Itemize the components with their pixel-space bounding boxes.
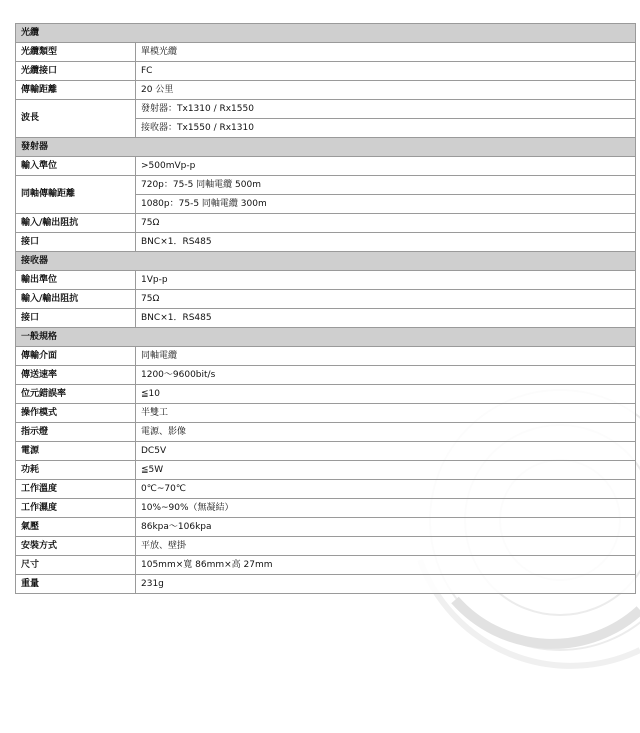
spec-row <box>16 461 636 480</box>
spec-label: 指示燈 <box>16 423 136 442</box>
spec-value: 10%~90%（無凝結） <box>136 499 636 518</box>
spec-value: 75Ω <box>136 290 636 309</box>
spec-label: 傳送速率 <box>16 366 136 385</box>
spec-row <box>16 290 636 309</box>
spec-row <box>16 537 636 556</box>
spec-row <box>16 404 636 423</box>
spec-row <box>16 271 636 290</box>
spec-row <box>16 556 636 575</box>
spec-label: 安裝方式 <box>16 537 136 556</box>
spec-row <box>16 100 636 119</box>
spec-row <box>16 423 636 442</box>
spec-value: 86kpa～106kpa <box>136 518 636 537</box>
spec-value: 單模光纜 <box>136 43 636 62</box>
spec-row <box>16 366 636 385</box>
spec-label: 輸入準位 <box>16 157 136 176</box>
spec-label: 光纜類型 <box>16 43 136 62</box>
spec-value: 電源、影像 <box>136 423 636 442</box>
spec-row <box>16 43 636 62</box>
spec-value: 1080p：75-5 同軸電纜 300m <box>136 195 636 214</box>
spec-label: 同軸傳輸距離 <box>16 176 136 214</box>
spec-row <box>16 62 636 81</box>
spec-value: 平放、壁掛 <box>136 537 636 556</box>
spec-label: 工作濕度 <box>16 499 136 518</box>
spec-row <box>16 499 636 518</box>
spec-label: 輸出準位 <box>16 271 136 290</box>
spec-label: 電源 <box>16 442 136 461</box>
spec-value: BNC×1．RS485 <box>136 309 636 328</box>
spec-row <box>16 347 636 366</box>
spec-value: >500mVp-p <box>136 157 636 176</box>
spec-value: DC5V <box>136 442 636 461</box>
spec-label: 工作溫度 <box>16 480 136 499</box>
spec-value: FC <box>136 62 636 81</box>
spec-row <box>16 176 636 195</box>
spec-label: 接口 <box>16 233 136 252</box>
spec-row <box>16 518 636 537</box>
spec-value: 1200～9600bit/s <box>136 366 636 385</box>
spec-row <box>16 480 636 499</box>
spec-value: 接收器：Tx1550 / Rx1310 <box>136 119 636 138</box>
spec-value: 半雙工 <box>136 404 636 423</box>
spec-label: 功耗 <box>16 461 136 480</box>
spec-row <box>16 575 636 594</box>
spec-value: 同軸電纜 <box>136 347 636 366</box>
spec-row <box>16 385 636 404</box>
spec-value: 20 公里 <box>136 81 636 100</box>
spec-label: 尺寸 <box>16 556 136 575</box>
spec-label: 輸入/輸出阻抗 <box>16 290 136 309</box>
spec-value: 105mm×寬 86mm×高 27mm <box>136 556 636 575</box>
spec-value: 75Ω <box>136 214 636 233</box>
spec-label: 操作模式 <box>16 404 136 423</box>
section-title: 發射器 <box>16 138 636 157</box>
spec-value: BNC×1．RS485 <box>136 233 636 252</box>
section-header <box>16 24 636 43</box>
spec-row <box>16 442 636 461</box>
spec-row <box>16 233 636 252</box>
section-header <box>16 138 636 157</box>
spec-row <box>16 214 636 233</box>
section-header <box>16 328 636 347</box>
section-title: 一般規格 <box>16 328 636 347</box>
spec-label: 傳輸介面 <box>16 347 136 366</box>
spec-value: 720p：75-5 同軸電纜 500m <box>136 176 636 195</box>
spec-value: 231g <box>136 575 636 594</box>
spec-table <box>15 23 636 594</box>
spec-value: ≦5W <box>136 461 636 480</box>
section-title: 光纜 <box>16 24 636 43</box>
spec-value: 發射器：Tx1310 / Rx1550 <box>136 100 636 119</box>
spec-label: 傳輸距離 <box>16 81 136 100</box>
spec-row <box>16 309 636 328</box>
spec-label: 接口 <box>16 309 136 328</box>
spec-value: ≦10 <box>136 385 636 404</box>
spec-value: 0℃~70℃ <box>136 480 636 499</box>
section-title: 接收器 <box>16 252 636 271</box>
spec-label: 波長 <box>16 100 136 138</box>
spec-row <box>16 81 636 100</box>
spec-row <box>16 157 636 176</box>
section-header <box>16 252 636 271</box>
spec-label: 重量 <box>16 575 136 594</box>
spec-label: 輸入/輸出阻抗 <box>16 214 136 233</box>
spec-label: 氣壓 <box>16 518 136 537</box>
spec-label: 位元錯誤率 <box>16 385 136 404</box>
spec-label: 光纜接口 <box>16 62 136 81</box>
spec-value: 1Vp-p <box>136 271 636 290</box>
